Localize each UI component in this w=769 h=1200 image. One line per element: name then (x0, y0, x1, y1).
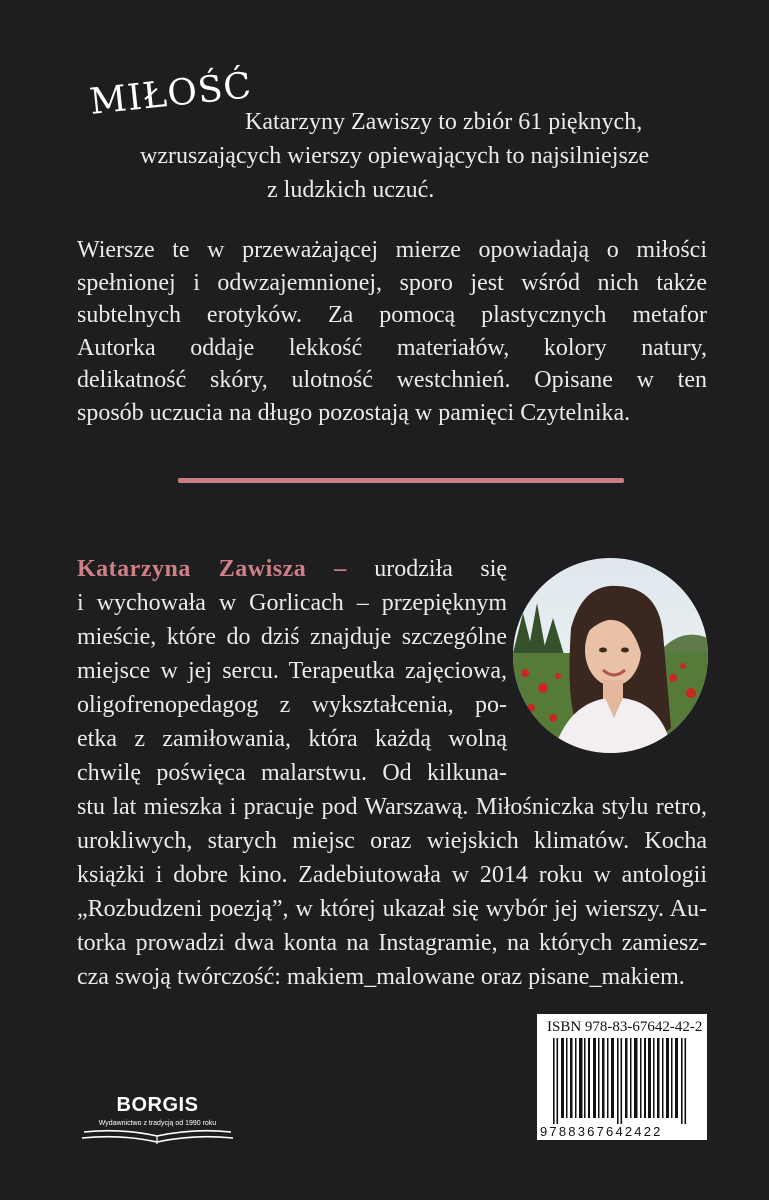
intro-line: z ludzkich uczuć. (267, 177, 435, 203)
description-line: Wiersze te w przeważającej mierze opowiadają o miłości (77, 237, 707, 263)
bio-text: urodziła się (374, 556, 508, 582)
bio-line: urokliwych, starych miejsc oraz wiejskich klimatów. Kocha (77, 828, 707, 854)
description-line: delikatność skóry, ulotność westchnień. Opisane w ten (77, 367, 707, 393)
author-name: Katarzyna Zawisza – (77, 556, 347, 582)
author-bio (77, 552, 707, 994)
description (77, 234, 707, 429)
bio-line: stu lat mieszka i pracuje pod Warszawą. Miłośniczka stylu retro, (77, 794, 707, 820)
section-divider (178, 478, 624, 483)
description-line: spełnionej i odwzajemnionej, sporo jest wśród nich także (77, 269, 707, 296)
bio-line: chwilę poświęca malarstwu. Od kilkuna- (77, 760, 507, 786)
barcode-icon (547, 1038, 697, 1124)
bio-line: oligofrenopedagog z wykształcenia, po- (77, 692, 507, 718)
intro-line: wzruszających wierszy opiewających to najsilniejsze (140, 143, 650, 169)
ean-number: 9788367642422 (540, 1124, 663, 1139)
publisher-logo (80, 1088, 235, 1148)
isbn-barcode (537, 1014, 707, 1140)
bio-line: książki i dobre kino. Zadebiutowała w 2014 roku w antologii (77, 862, 707, 888)
publisher-name: BORGIS (116, 1094, 199, 1116)
description-line: subtelnych erotyków. Za pomocą plastycznych metafor (77, 302, 707, 328)
open-book-icon (80, 1124, 235, 1148)
bio-line: mieście, które do dziś znajduje szczególne (77, 624, 507, 650)
publisher-tagline: Wydawnictwo z tradycją od 1990 roku (98, 1120, 217, 1127)
bio-line: cza swoją twórczość: makiem_malowane oraz pisane_makiem. (77, 964, 685, 990)
bio-line: miejsce w jej sercu. Terapeutka zajęciowa, (77, 658, 507, 684)
bio-line: „Rozbudzeni poezją”, w której ukazał się wybór jej wierszy. Au- (77, 896, 707, 922)
book-title: MIŁOŚĆ (87, 65, 254, 123)
bio-line (77, 552, 507, 586)
bio-line: torka prowadzi dwa konta na Instagramie, na których zamiesz- (77, 930, 707, 956)
isbn-label: ISBN 978-83-67642-42-2 (547, 1019, 703, 1035)
bio-line: i wychowała w Gorlicach – przepięknym (77, 590, 507, 616)
description-line: sposób uczucia na długo pozostają w pamięci Czytelnika. (77, 399, 631, 426)
description-line: Autorka oddaje lekkość materiałów, kolory natury, (77, 334, 707, 361)
intro-line: Katarzyny Zawiszy to zbiór 61 pięknych, (245, 109, 643, 135)
bio-line: etka z zamiłowania, która każdą wolną (77, 726, 507, 752)
